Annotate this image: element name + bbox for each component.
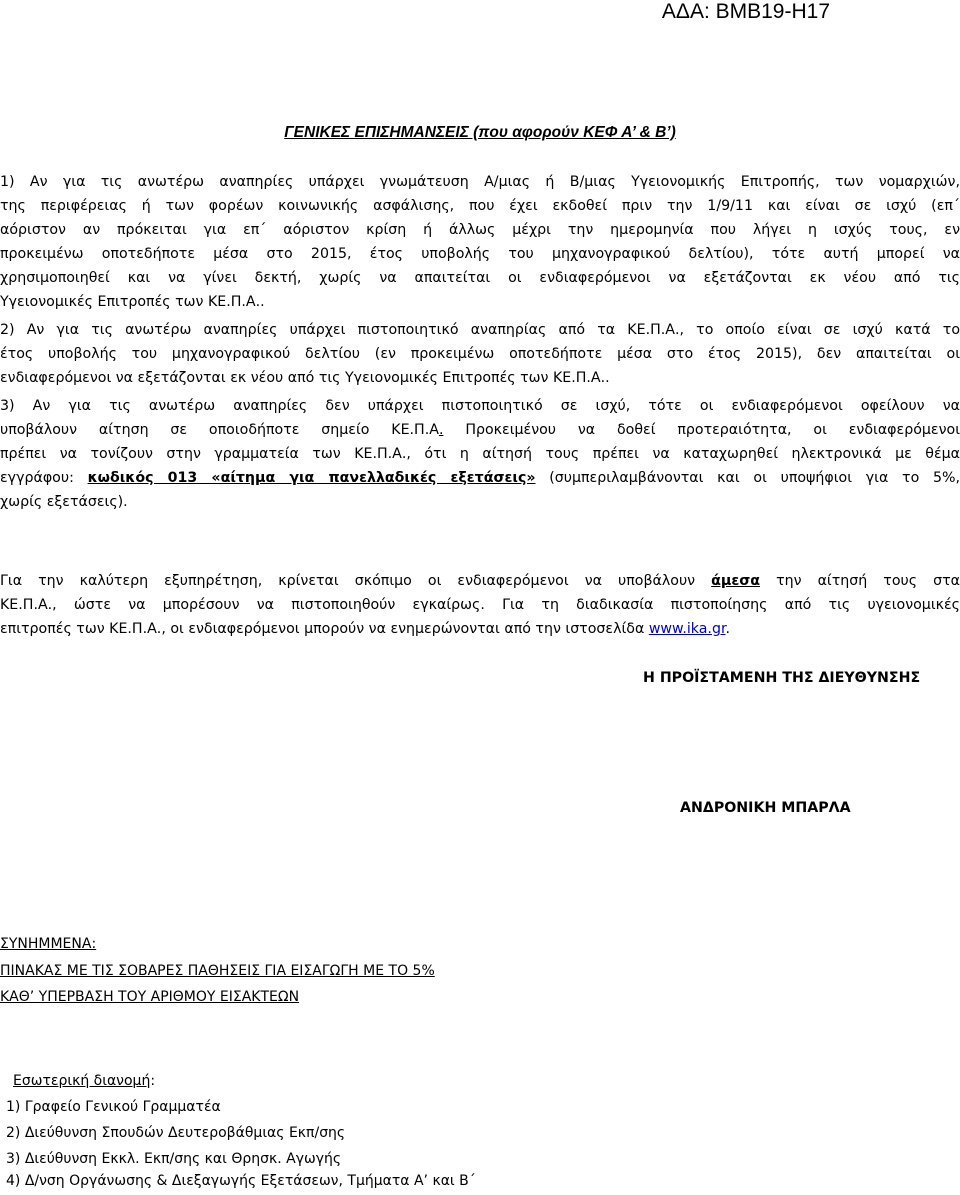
paragraph-4 xyxy=(0,569,960,641)
paragraph-line: 1) Αν για τις ανωτέρω αναπηρίες υπάρχει γνωμάτευση Α/μιας ή Β/μιας Υγειονομικής Επιτροπής, των νομαρχιών, xyxy=(0,174,960,190)
paragraph-line xyxy=(0,569,960,593)
ada-code: ΑΔΑ: ΒΜΒ19-Η17 xyxy=(661,0,830,23)
distribution-item: 3) Διεύθυνση Εκκλ. Εκπ/σης και Θρησκ. Αγωγής xyxy=(6,1151,342,1167)
distribution-label xyxy=(13,1069,155,1093)
emphasis-amesa: άμεσα xyxy=(711,573,761,589)
text-run: . xyxy=(725,621,730,637)
attachments-label-text: ΣΥΝΗΜΜΕΝΑ: xyxy=(0,936,97,952)
subject-code-emphasis: κωδικός 013 «αίτημα για πανελλαδικές εξετάσεις» xyxy=(87,470,536,486)
distribution-item: 1) Γραφείο Γενικού Γραμματέα xyxy=(6,1099,221,1115)
distribution-label-text: Εσωτερική διανομή xyxy=(13,1073,151,1089)
text-run: Για την καλύτερη εξυπηρέτηση, κρίνεται σκόπιμο οι ενδιαφερόμενοι να υποβάλουν xyxy=(0,573,712,589)
paragraph-line: 3) Αν για τις ανωτέρω αναπηρίες δεν υπάρχει πιστοποιητικό σε ισχύ, τότε οι ενδιαφερόμενοι οφείλουν να xyxy=(0,398,960,414)
paragraph-line: έτος υποβολής του μηχανογραφικού δελτίου (εν προκειμένω οποτεδήποτε μέσα στο έτος 2015), δεν απαιτείται οι xyxy=(0,346,960,362)
paragraph-line: 2) Αν για τις ανωτέρω αναπηρίες υπάρχει πιστοποιητικό αναπηρίας από τα ΚΕ.Π.Α., το οποίο είναι σε ισχύ κατά το xyxy=(0,322,960,338)
paragraph-2 xyxy=(0,318,960,390)
paragraph-line: χωρίς εξετάσεις). xyxy=(0,494,128,510)
attachment-line: ΚΑΘ’ ΥΠΕΡΒΑΣΗ ΤΟΥ ΑΡΙΘΜΟΥ ΕΙΣΑΚΤΕΩΝ xyxy=(0,989,300,1005)
paragraph-3 xyxy=(0,394,960,514)
paragraph-line xyxy=(0,418,960,442)
signature-name: ΑΝΔΡΟΝΙΚΗ ΜΠΑΡΛΑ xyxy=(680,800,851,816)
document-title: ΓΕΝΙΚΕΣ ΕΠΙΣΗΜΑΝΣΕΙΣ (που αφορούν ΚΕΦ Α’ & Β’) xyxy=(284,124,676,141)
distribution-label-colon: : xyxy=(150,1073,156,1089)
paragraph-line: αόριστον αν πρόκειται για επ΄ αόριστον κρίση ή άλλως μέχρι την ημερομηνία που λήγει η ισχύς τους, εν xyxy=(0,222,960,238)
attachments-label xyxy=(0,932,96,956)
signature-role: Η ΠΡΟΪΣΤΑΜΕΝΗ ΤΗΣ ΔΙΕΥΘΥΝΣΗΣ xyxy=(643,670,921,686)
text-run: εγγράφου: xyxy=(0,470,88,486)
paragraph-line xyxy=(0,617,960,641)
distribution-item: 2) Διεύθυνση Σπουδών Δευτεροβάθμιας Εκπ/σης xyxy=(6,1125,346,1141)
attachment-item xyxy=(0,985,299,1009)
paragraph-1 xyxy=(0,170,960,314)
paragraph-line: ΚΕ.Π.Α., ώστε να μπορέσουν να πιστοποιηθούν εγκαίρως. Για τη διαδικασία πιστοποίησης από τις υγειονομικές xyxy=(0,597,960,613)
paragraph-line xyxy=(0,466,960,490)
text-run: την αίτησή τους στα xyxy=(760,573,960,589)
paragraph-line: χρησιμοποιηθεί και να γίνει δεκτή, χωρίς να απαιτείται οι ενδιαφερόμενοι να εξετάζονται εκ νέου από τις xyxy=(0,270,960,286)
paragraph-line: προκειμένω οποτεδήποτε μέσα στο 2015, έτος υποβολής του μηχανογραφικού δελτίου), τότε αυτή μπορεί να xyxy=(0,246,960,262)
text-run: επιτροπές των ΚΕ.Π.Α., οι ενδιαφερόμενοι μπορούν να ενημερώνονται από την ιστοσελίδα xyxy=(0,621,649,637)
attachment-item xyxy=(0,959,435,983)
paragraph-line: της περιφέρειας ή των φορέων κοινωνικής ασφάλισης, που έχει εκδοθεί πριν την 1/9/11 και είναι σε ισχύ (επ΄ xyxy=(0,198,960,214)
distribution-item: 4) Δ/νση Οργάνωσης & Διεξαγωγής Εξετάσεων, Τμήματα Α’ και Β΄ xyxy=(6,1173,476,1189)
paragraph-line: ενδιαφερόμενοι να εξετάζονται εκ νέου από τις Υγειονομικές Επιτροπές των ΚΕ.Π.Α.. xyxy=(0,370,610,386)
paragraph-line: πρέπει να τονίζουν στην γραμματεία των ΚΕ.Π.Α., ότι η αίτησή τους πρέπει να καταχωρηθεί ηλεκτρονικά με θέμα xyxy=(0,446,960,462)
text-run: (συμπεριλαμβάνονται και οι υποψήφιοι για το 5%, xyxy=(535,470,960,486)
attachment-line: ΠΙΝΑΚΑΣ ΜΕ ΤΙΣ ΣΟΒΑΡΕΣ ΠΑΘΗΣΕΙΣ ΓΙΑ ΕΙΣΑΓΩΓΗ ΜΕ ΤΟ 5% xyxy=(0,963,435,979)
text-run: Προκειμένου να δοθεί προτεραιότητα, οι ενδιαφερόμενοι xyxy=(443,422,960,438)
underlined-period: . xyxy=(438,422,444,438)
paragraph-line: Υγειονομικές Επιτροπές των ΚΕ.Π.Α.. xyxy=(0,294,265,310)
text-run: υποβάλουν αίτηση σε οποιοδήποτε σημείο ΚΕ.Π.Α xyxy=(0,422,439,438)
ika-website-link[interactable]: www.ika.gr xyxy=(648,621,726,637)
